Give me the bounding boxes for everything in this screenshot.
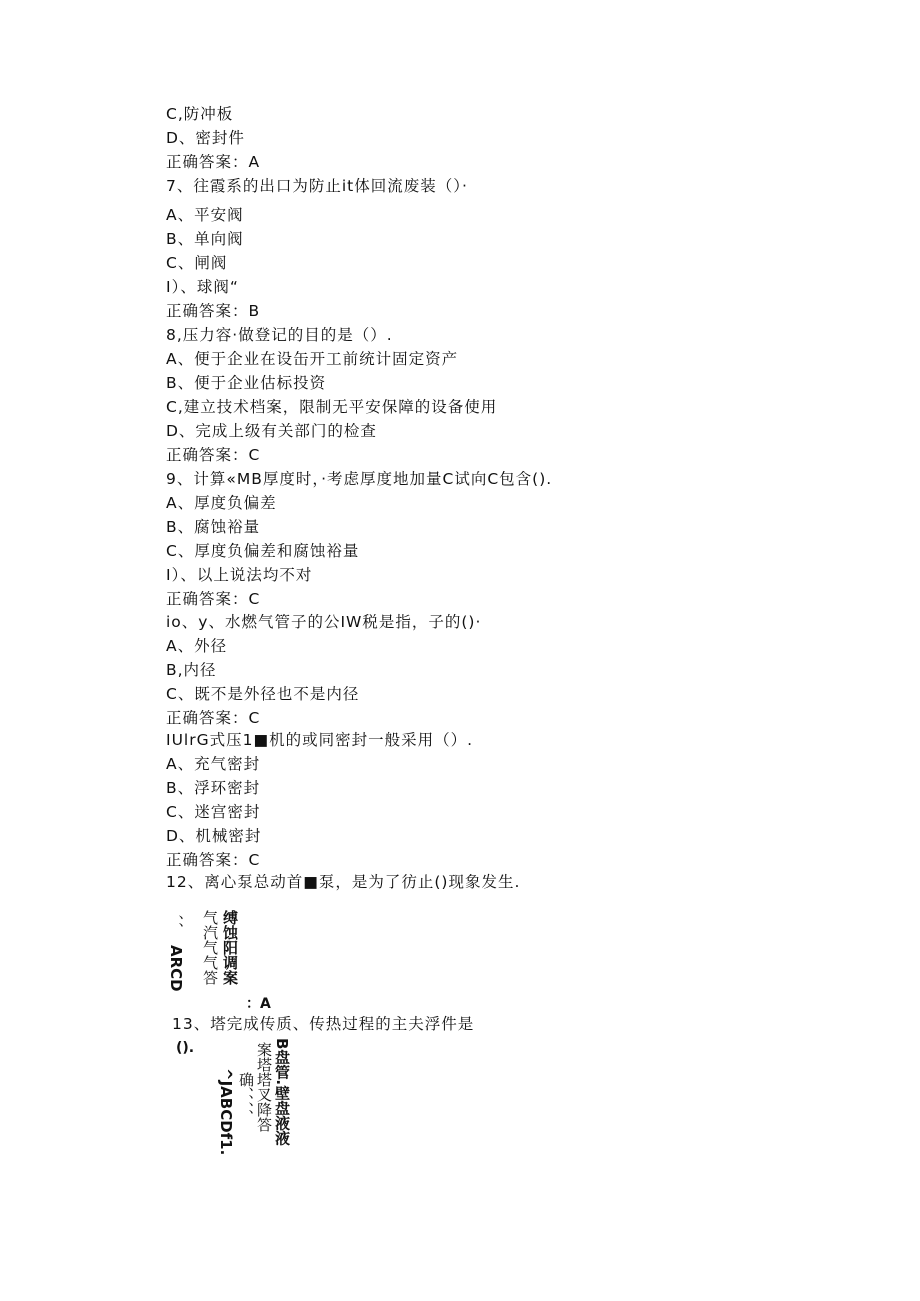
q12-vertical-col: 气汽气气答	[201, 910, 219, 985]
option-line: C、既不是外径也不是内径	[166, 685, 360, 703]
option-line: A、厚度负偏差	[166, 494, 277, 512]
answer-line: 正确答案：C	[166, 851, 261, 869]
answer-line: 正确答案：C	[166, 446, 261, 464]
question-line: 8,压力容·做登记的目的是（）.	[166, 326, 393, 344]
option-line: I）、以上说法均不对	[166, 566, 313, 584]
q13-vertical-col: ^JABCDf1.	[217, 1068, 235, 1156]
question-line: 12、离心泵总动首■泵，是为了彷止()现象发生.	[166, 873, 521, 891]
q13-paren: ().	[176, 1040, 195, 1056]
option-line: B、腐蚀裕量	[166, 518, 261, 536]
option-line: A、充气密封	[166, 755, 261, 773]
option-line: C、闸阀	[166, 254, 228, 272]
option-line: B、浮环密封	[166, 779, 261, 797]
question-line: 13、塔完成传质、传热过程的主夫浮件是	[172, 1015, 475, 1033]
question-line: 9、计算«MB厚度时，·考虑厚度地加量C试向C包含().	[166, 470, 553, 488]
question-line: 7、往霞系的出口为防止it体回流废装（）·	[166, 177, 468, 195]
option-line: I）、球阀“	[166, 278, 239, 296]
q13-vertical-col: 确、、、、	[237, 1072, 255, 1125]
option-line: A、外径	[166, 637, 228, 655]
option-line: B、单向阀	[166, 230, 244, 248]
option-line: D、机械密封	[166, 827, 262, 845]
answer-line: 正确答案：C	[166, 590, 261, 608]
q12-answer: ：A	[246, 996, 271, 1012]
option-line: C、厚度负偏差和腐蚀裕量	[166, 542, 360, 560]
q12-vertical-col: 缚蚀阳调案	[221, 910, 239, 985]
option-line: A、便于企业在设缶开工前统计固定资产	[166, 350, 459, 368]
option-line: C,建立技术档案，限制无平安保障的设备使用	[166, 398, 498, 416]
text-line: C,防冲板	[166, 105, 234, 123]
answer-line: 正确答案：C	[166, 709, 261, 727]
q12-vertical-col: 、、	[167, 915, 185, 938]
question-line: IUlrG式压1■机的或同密封一般采用（）.	[166, 731, 474, 749]
q12-vertical-col: ARCD	[167, 945, 185, 992]
answer-line: 正确答案：B	[166, 302, 261, 320]
q13-vertical-col: B盘管.壁盘液液	[273, 1038, 291, 1146]
option-line: B、便于企业估标投资	[166, 374, 327, 392]
option-line: D、完成上级有关部门的检查	[166, 422, 377, 440]
option-line: C、迷宫密封	[166, 803, 261, 821]
question-line: io、y、水燃气管子的公IW税是指，子的()·	[166, 613, 482, 631]
option-line: A、平安阀	[166, 206, 244, 224]
option-line: B,内径	[166, 661, 217, 679]
answer-line: 正确答案：A	[166, 153, 261, 171]
text-line: D、密封件	[166, 129, 245, 147]
q13-vertical-col: 案塔塔叉降答	[255, 1042, 273, 1132]
